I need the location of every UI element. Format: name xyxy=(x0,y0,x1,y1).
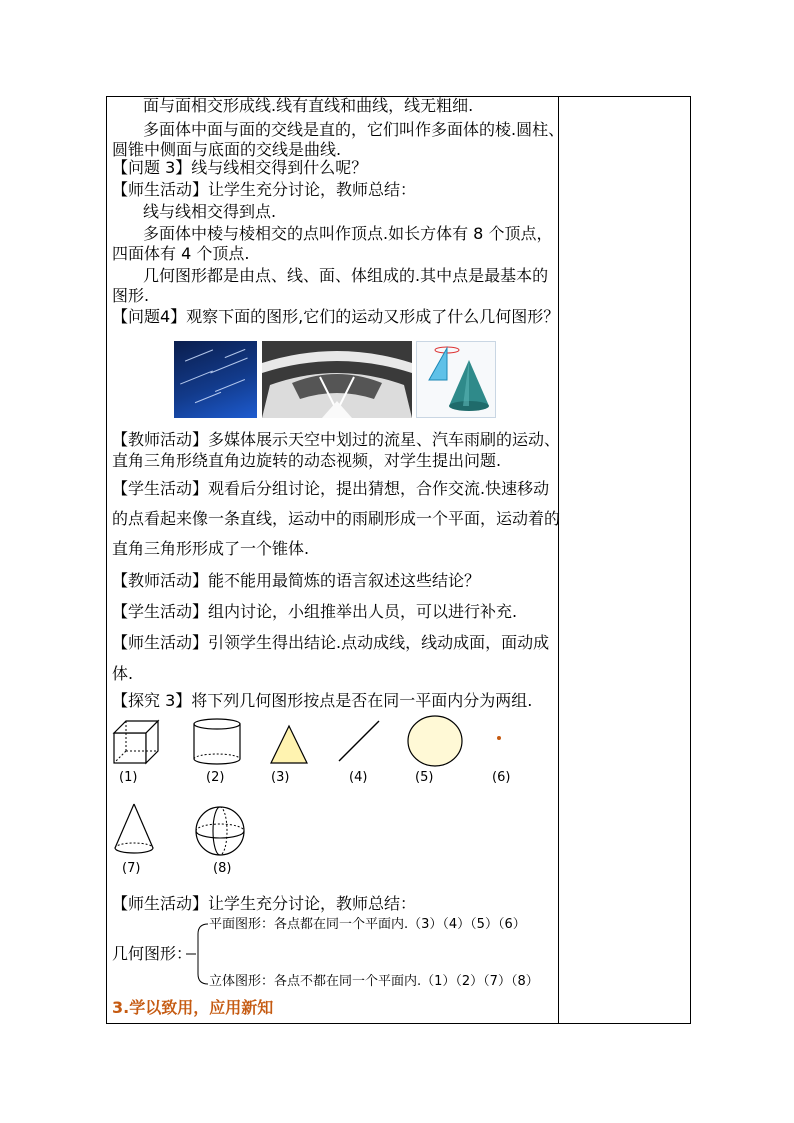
text-line: 几何图形都是由点、线、面、体组成的.其中点是最基本的 xyxy=(143,266,549,285)
text-line: 面与面相交形成线.线有直线和曲线，线无粗细. xyxy=(143,96,474,115)
cylinder-figure xyxy=(190,717,244,767)
plane-figures-group: 平面图形：各点都在同一个平面内.（3）（4）（5）（6） xyxy=(209,917,526,932)
text-line: 四面体有 4 个顶点. xyxy=(112,244,250,263)
meteor-image xyxy=(174,341,257,418)
section-3-heading: 3.学以致用，应用新知 xyxy=(112,998,274,1017)
text-line: 【学生活动】组内讨论，小组推举出人员，可以进行补充. xyxy=(112,602,518,621)
figure-label: (5) xyxy=(415,770,434,785)
text-line: 直角三角形形成了一个锥体. xyxy=(112,539,310,558)
rotating-cone-image xyxy=(416,341,496,418)
figure-label: (1) xyxy=(119,770,138,785)
text-line: 图形. xyxy=(112,286,150,305)
text-line: 【教师活动】多媒体展示天空中划过的流星、汽车雨刷的运动、 xyxy=(112,430,561,449)
text-line: 圆锥中侧面与底面的交线是曲线. xyxy=(112,140,342,159)
text-line: 【师生活动】引领学生得出结论.点动成线，线动成面，面动成 xyxy=(112,633,550,652)
cube-figure xyxy=(112,719,160,765)
figure-label: (6) xyxy=(492,770,511,785)
line-segment-figure xyxy=(336,718,382,764)
point-figure xyxy=(495,734,503,742)
text-line: 多面体中棱与棱相交的点叫作顶点.如长方体有 8 个顶点， xyxy=(143,224,553,243)
text-line: 线与线相交得到点. xyxy=(143,202,277,221)
wiper-car-image xyxy=(262,341,412,418)
question-3-heading: 【问题 3】线与线相交得到什么呢？ xyxy=(112,158,368,177)
text-line: 体. xyxy=(112,664,134,683)
question-4-heading: 【问题4】观察下面的图形,它们的运动又形成了什么几何图形？ xyxy=(112,307,560,326)
triangle-figure xyxy=(268,723,310,765)
text-line: 【教师活动】能不能用最简炼的语言叙述这些结论？ xyxy=(112,571,481,590)
figure-label: (8) xyxy=(213,861,232,876)
text-line: 【学生活动】观看后分组讨论，提出猜想，合作交流.快速移动 xyxy=(112,479,550,498)
table-column-divider xyxy=(558,96,559,1024)
figure-label: (4) xyxy=(349,770,368,785)
circle-figure xyxy=(406,715,464,767)
figure-label: (2) xyxy=(206,770,225,785)
text-line: 【师生活动】让学生充分讨论，教师总结： xyxy=(112,180,417,199)
exploration-3-heading: 【探究 3】将下列几何图形按点是否在同一平面内分为两组. xyxy=(112,691,533,710)
classification-root: 几何图形： xyxy=(112,944,193,963)
figure-label: (7) xyxy=(122,861,141,876)
text-line: 直角三角形绕直角边旋转的动态视频，对学生提出问题. xyxy=(112,451,502,470)
text-line: 【师生活动】让学生充分讨论，教师总结： xyxy=(112,894,417,913)
solid-figures-group: 立体图形：各点不都在同一个平面内.（1）（2）（7）（8） xyxy=(209,974,539,989)
text-line: 多面体中面与面的交线是直的，它们叫作多面体的棱.圆柱、 xyxy=(143,120,565,139)
figure-label: (3) xyxy=(271,770,290,785)
text-line: 的点看起来像一条直线，运动中的雨刷形成一个平面，运动着的 xyxy=(112,509,561,528)
brace-connector xyxy=(186,918,210,990)
sphere-figure xyxy=(193,805,247,857)
cone-figure xyxy=(112,802,156,856)
